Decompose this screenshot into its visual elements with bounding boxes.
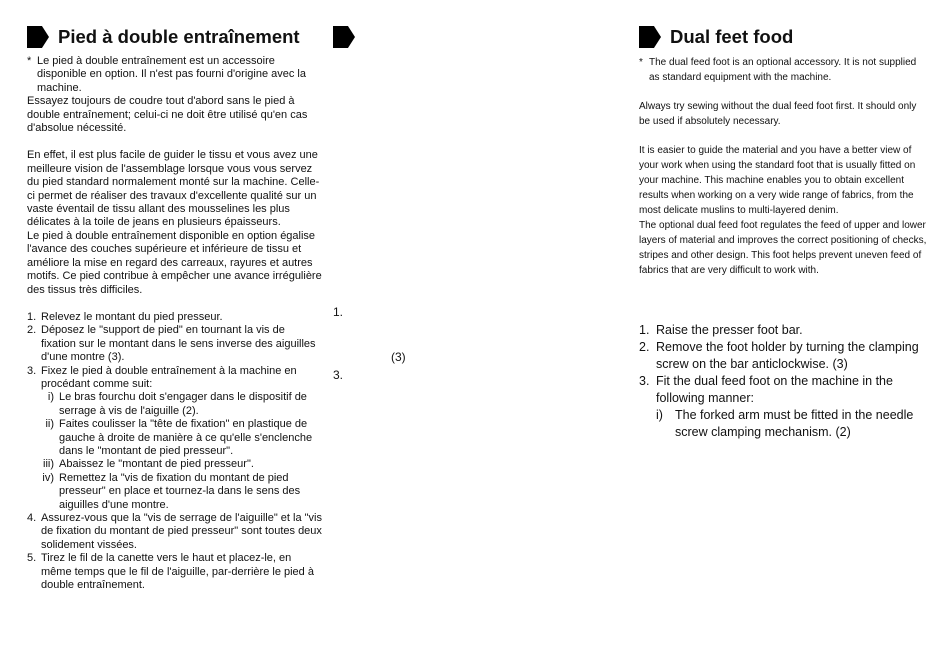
english-paragraph-3: The optional dual feed foot regulates the feed of upper and lower layers of material and improves the correct positioning of checks, stripes and other design. This foot helps prevent uneven feed of fabrics that are very difficult to work with.: [639, 220, 927, 276]
english-note-text: The dual feed foot is an optional accessory. It is not supplied as standard equipment with the machine.: [649, 57, 917, 83]
french-paragraph-3: Le pied à double entraînement disponible en option égalise l'avance des couches supérieure et inférieure de tissu et améliore la mise en regard des carreaux, rayures et autres motifs. Ce pied contribue à empêcher une avance irrégulière des tissus très difficiles.: [27, 229, 322, 296]
list-item: 3. Fit the dual feed foot on the machine in the following manner:: [639, 374, 893, 405]
section-marker-icon: [333, 26, 355, 48]
french-paragraph-1: Essayez toujours de coudre tout d'abord sans le pied à double entraînement; celui-ci ne doit être utilisé qu'en cas d'absolue nécessité.: [27, 95, 308, 135]
list-item: 2. Déposez le "support de pied" en tournant la vis de fixation sur le montant dans le sens inverse des aiguilles d'une montre (3).: [27, 324, 316, 364]
middle-header: [333, 26, 364, 48]
sub-list-item: i) Le bras fourchu doit s'engager dans le dispositif de serrage à vis de l'aiguille (2).: [47, 391, 307, 417]
french-body: [27, 55, 322, 592]
sub-list-item: ii) Faites coulisser la "tête de fixation" en plastique de gauche à droite de manière à ce qu'elle s'enclenche dans le "montant de pied presseur".: [45, 418, 313, 457]
middle-step-number-1: 1.: [333, 305, 344, 319]
french-paragraph-2: En effet, il est plus facile de guider le tissu et vous avez une meilleure vision de l'assemblage lorsque vous vous servez du pied standard normalement monté sur la machine. Celle-ci permet de réaliser des travaux d'excellente qualité sur un vaste éventail de tissu allant des mousselines les plus délicates à la toile de jeans en plusieurs épaisseurs.: [27, 149, 320, 229]
french-header: [27, 26, 300, 48]
middle-step-number-3: 3.: [333, 368, 344, 382]
list-item: 5. Tirez le fil de la canette vers le haut et placez-le, en même temps que le fil de l'aiguille, par-derrière le pied à double entraînement.: [27, 552, 314, 592]
english-note: [639, 55, 929, 85]
section-marker-icon: [639, 26, 661, 48]
note-marker: *: [639, 57, 643, 68]
french-substeps: [27, 391, 322, 512]
french-note-text: Le pied à double entraînement est un accessoire disponible en option. Il n'est pas fourni d'origine avec la machine.: [37, 55, 306, 94]
english-paragraph-2: It is easier to guide the material and you have a better view of your work when using the standard foot that is usually fitted on your machine. This machine enables you to obtain excellent results when working on a very wide range of fabrics, from the most delicate muslins to multi-layered denim.: [639, 145, 916, 216]
sub-list-item: iv) Remettez la "vis de fixation du montant de pied presseur" en place et tournez-la dans le sens des aiguilles d'une montre.: [42, 471, 301, 511]
english-header: [639, 26, 793, 48]
note-marker: *: [27, 55, 32, 67]
list-item: 2. Remove the foot holder by turning the clamping screw on the bar anticlockwise. (3): [639, 340, 919, 371]
section-marker-icon: [27, 26, 49, 48]
list-item: 1. Relevez le montant du pied presseur.: [27, 310, 223, 323]
english-paragraph-1: Always try sewing without the dual feed foot first. It should only be used if absolutely necessary.: [639, 101, 917, 127]
list-item: 3. Fixez le pied à double entraînement à la machine en procédant comme suit:: [27, 364, 297, 390]
list-item: 4. Assurez-vous que la "vis de serrage de l'aiguille" et la "vis de fixation du montant de pied presseur" sont toutes deux solidement vissées.: [27, 512, 323, 551]
english-title: Dual feet food: [670, 26, 794, 47]
list-item: 1. Raise the presser foot bar.: [639, 323, 803, 337]
english-substeps: [639, 407, 929, 441]
sub-list-item: i) The forked arm must be fitted in the needle screw clamping mechanism. (2): [656, 408, 914, 439]
middle-figure-ref-3: (3): [391, 350, 406, 364]
sub-list-item: iii) Abaissez le "montant de pied presseur".: [43, 458, 254, 471]
english-body: [639, 55, 929, 278]
french-steps: [27, 311, 322, 593]
french-title: Pied à double entraînement: [58, 26, 300, 47]
french-note: [27, 55, 322, 95]
english-steps: [639, 322, 929, 441]
